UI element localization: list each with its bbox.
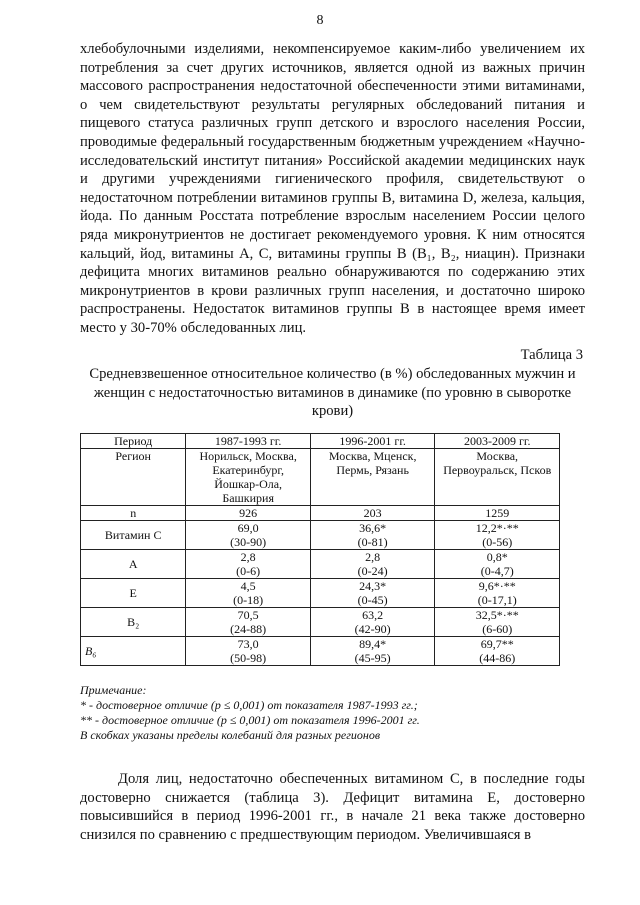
body-paragraph-2: Доля лиц, недостаточно обеспеченных витамином С, в последние годы достоверно снижается (таблица 3). Дефицит витамина Е, достоверно повысившийся в период 1996-2001 гг., в начале 21 века также достоверно снизился по сравнению с предшествующим периодом. Увеличившаяся в [80,771,585,843]
cell-range: (6-60) [482,622,513,636]
table-cell [435,637,560,666]
table-row [81,550,560,579]
region-cell: Москва, Мценск, Пермь, Рязань [310,449,435,506]
cell-range: (0-24) [357,564,388,578]
cell-value: 73,0 [237,637,259,651]
cell-value: 12,2*·** [475,521,519,535]
cell-range: (0-18) [233,593,264,607]
n-cell: 1259 [435,506,560,521]
table-cell [186,608,311,637]
cell-value: 4,5 [240,579,256,593]
table-cell [310,637,435,666]
cell-range: (0-17,1) [477,593,517,607]
vitamin-deficiency-table [80,433,560,666]
cell-value: 2,8 [365,550,381,564]
table-header-period-row [81,434,560,449]
table-label: Таблица 3 [520,347,583,363]
table-row [81,579,560,608]
n-cell: 203 [310,506,435,521]
note-line: * - достоверное отличие (p ≤ 0,001) от показателя 1987-1993 гг.; [80,698,418,712]
period-cell: 1987-1993 гг. [186,434,311,449]
period-cell: 1996-2001 гг. [310,434,435,449]
table-cell [310,521,435,550]
body-paragraph-1: хлебобулочными изделиями, некомпенсируемое каким-либо увеличением их потребления за счет других источников, является одной из важных причин массового распространения недостаточной обеспеченности этими витаминами, о чем свидетельствуют результаты регулярных обследований питания и пищевого статуса различных групп детского и взрослого населения России, проводимые федеральный государственным бюджетным учреждением «Научно-исследовательский институт питания» Российской академии медицинских наук и другими учреждениями гигиенического профиля, свидетельствуют о недостаточном потреблении витаминов группы В, витамина D, железа, кальция, йода. По данным Росстата потребление взрослым населением России целого ряда микронутриентов не достигает рекомендуемого уровня. К ним относятся кальций, йод, витамины А, С, витамины группы В (В₁, В₂, ниацин). Признаки дефицита многих витаминов реально обнаруживаются по содержанию этих микронутриентов в крови различных групп населения, и достаточно широко распространены. Недостаток витаминов группы В в настоящее время имеет место у 30-70% обследованных лиц. [80,41,585,336]
cell-range: (0-6) [236,564,261,578]
table-cell [435,521,560,550]
cell-range: (50-98) [230,651,267,665]
table-title: Средневзвешенное относительное количество (в %) обследованных мужчин и женщин с недостаточностью витаминов в динамике (по уровню в сыворотке крови) [89,366,576,420]
row-label: А [81,550,186,579]
region-header: Регион [81,449,186,506]
cell-range: (24-88) [230,622,267,636]
table-cell [310,550,435,579]
period-header: Период [81,434,186,449]
cell-value: 36,6* [359,521,387,535]
cell-range: (0-56) [482,535,513,549]
cell-value: 70,5 [237,608,259,622]
cell-range: (30-90) [230,535,267,549]
table-notes [80,683,585,743]
cell-range: (44-86) [479,651,516,665]
cell-range: (0-4,7) [480,564,514,578]
cell-range: (0-81) [357,535,388,549]
row-label: В₆ [81,637,186,666]
table-row [81,521,560,550]
row-label: В₂ [81,608,186,637]
note-line: В скобках указаны пределы колебаний для разных регионов [80,728,381,742]
table-row-n [81,506,560,521]
region-cell: Москва, Первоуральск, Псков [435,449,560,506]
note-line: ** - достоверное отличие (p ≤ 0,001) от показателя 1996-2001 гг. [80,713,420,727]
table-cell [435,579,560,608]
row-label: Е [81,579,186,608]
cell-value: 24,3* [359,579,387,593]
page-number: 8 [316,13,324,28]
cell-value: 63,2 [362,608,384,622]
cell-value: 89,4* [359,637,387,651]
cell-value: 0,8* [486,550,508,564]
n-label: n [81,506,186,521]
table-cell [186,637,311,666]
row-label: Витамин С [81,521,186,550]
cell-value: 2,8 [240,550,256,564]
table-header-region-row [81,449,560,506]
table-row [81,637,560,666]
table-cell [435,608,560,637]
cell-range: (45-95) [354,651,391,665]
table-cell [435,550,560,579]
cell-range: (42-90) [354,622,391,636]
cell-value: 69,7** [480,637,514,651]
table-cell [186,521,311,550]
table-cell [310,579,435,608]
cell-value: 9,6*·** [478,579,516,593]
table-cell [186,550,311,579]
table-cell [310,608,435,637]
cell-value: 32,5*·** [475,608,519,622]
table-cell [186,579,311,608]
notes-title: Примечание: [80,683,147,697]
cell-value: 69,0 [237,521,259,535]
region-cell: Норильск, Москва, Екатеринбург, Йошкар-Ола, Башкирия [186,449,311,506]
table-row [81,608,560,637]
period-cell: 2003-2009 гг. [435,434,560,449]
n-cell: 926 [186,506,311,521]
cell-range: (0-45) [357,593,388,607]
